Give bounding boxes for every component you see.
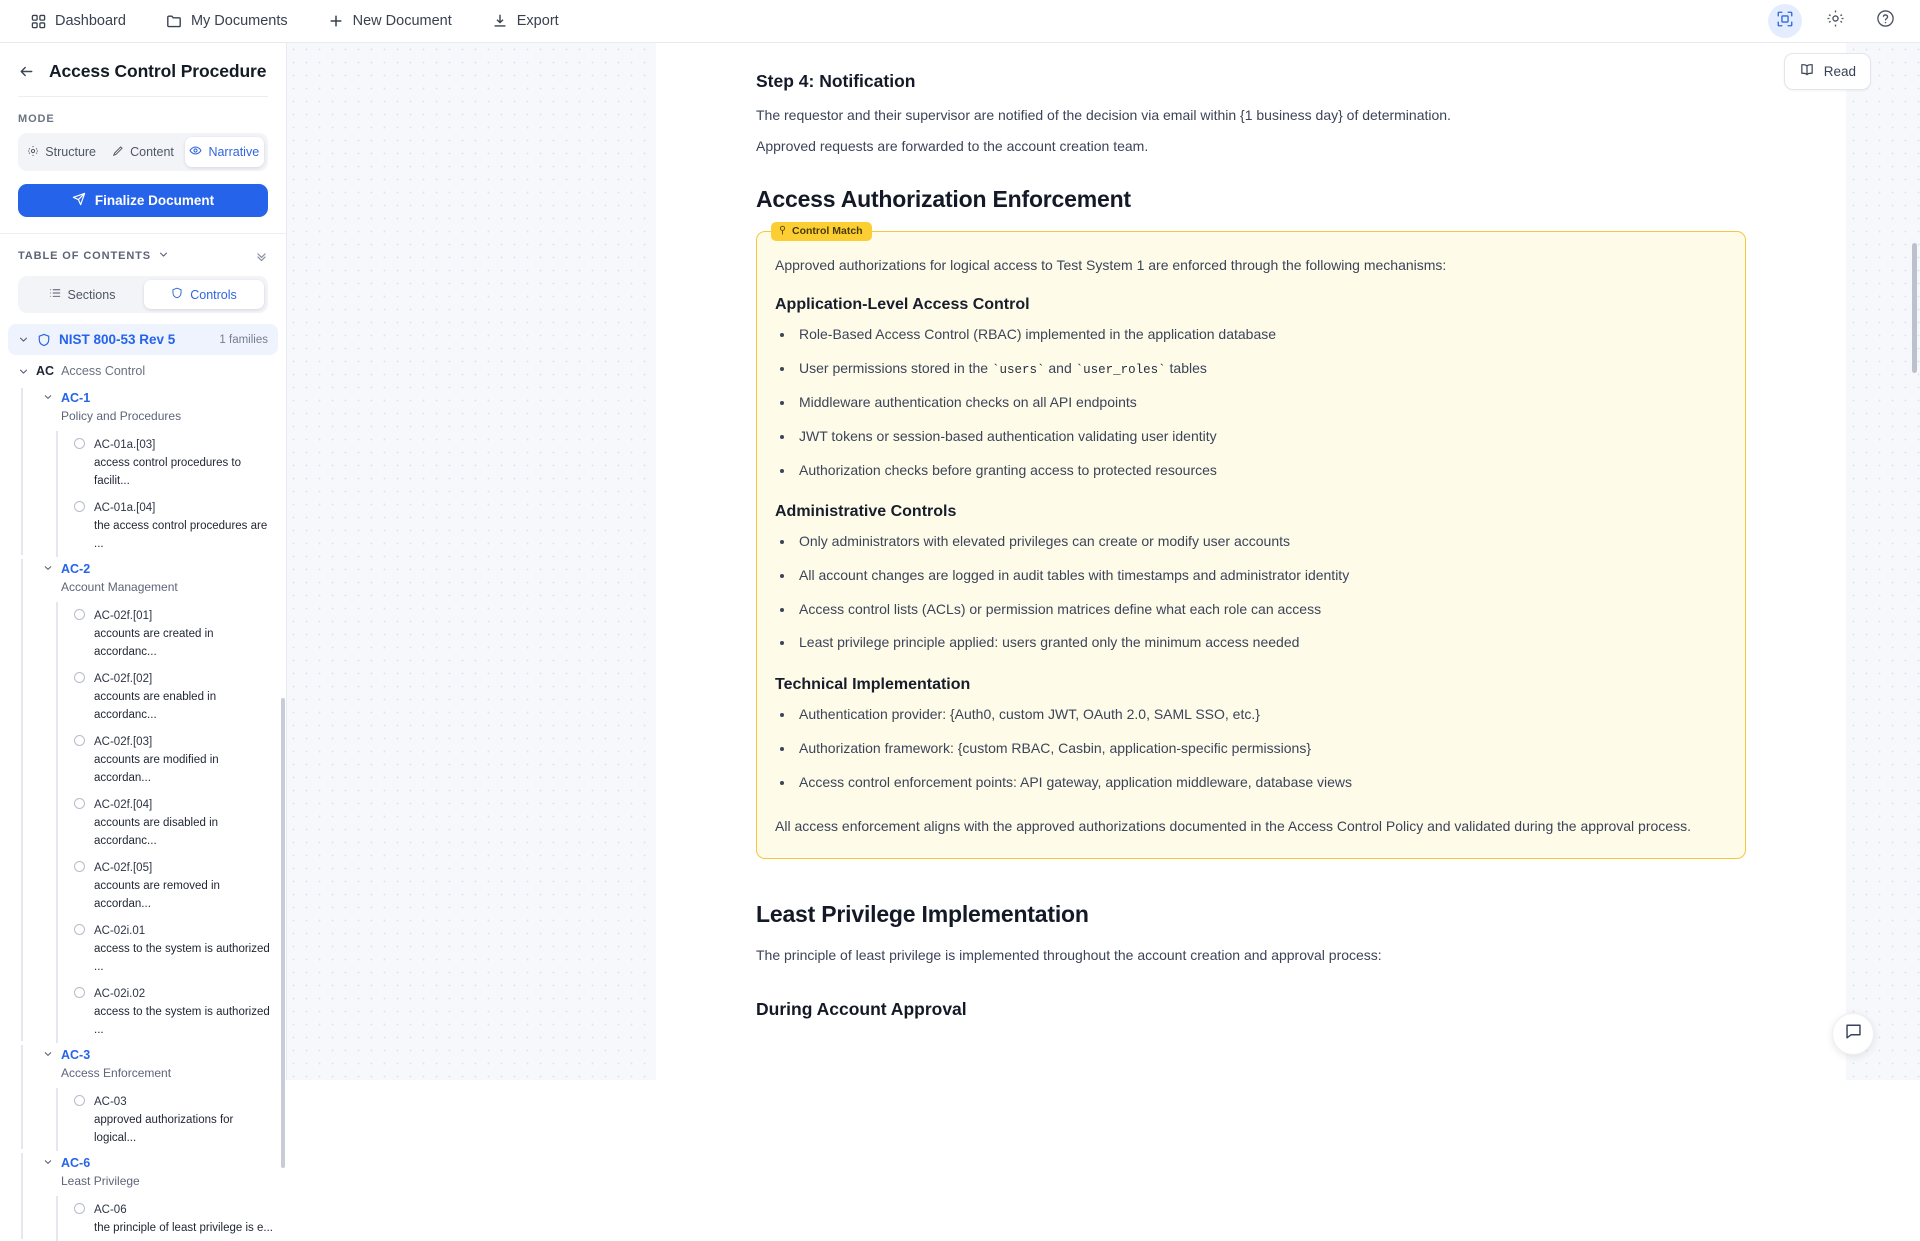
control-item-desc: the access control procedures are ...: [94, 520, 268, 550]
control-id: AC-2: [61, 562, 91, 576]
chevron-down-icon: [158, 247, 169, 265]
table-of-contents-panel: [0, 233, 286, 313]
family-name: Access Control: [61, 364, 146, 378]
read-mode-label: Read: [1823, 64, 1856, 79]
control-item-desc: accounts are removed in accordan...: [94, 880, 220, 910]
control-header-ac-1[interactable]: [43, 386, 278, 427]
control-item-id: AC-02i.02: [94, 988, 146, 1000]
arrow-left-icon[interactable]: [18, 63, 35, 80]
pencil-icon: [112, 145, 124, 160]
framework-name: NIST 800-53 Rev 5: [59, 332, 176, 347]
folder-icon: [166, 13, 182, 29]
nav-dashboard-label: Dashboard: [55, 13, 126, 29]
control-item-id: AC-06: [94, 1204, 127, 1216]
list-item[interactable]: [74, 791, 278, 854]
callout-intro: Approved authorizations for logical access to Test System 1 are enforced through the following mechanisms:: [775, 256, 1447, 273]
control-header-ac-2[interactable]: [43, 557, 278, 598]
shield-icon: [171, 287, 183, 302]
control-item-id: AC-01a.[04]: [94, 502, 156, 514]
control-item-id: AC-02f.[02]: [94, 673, 153, 685]
least-privilege-heading: Least Privilege Implementation: [756, 900, 1089, 927]
control-item-desc: accounts are created in accordanc...: [94, 628, 214, 658]
read-mode-button[interactable]: [1784, 53, 1871, 90]
callout-group-list-2: [795, 531, 1727, 654]
top-navigation-bar: [0, 0, 1920, 43]
chevron-down-icon: [43, 1046, 53, 1082]
canvas-scrollbar[interactable]: [1912, 243, 1917, 373]
list-item: • JWT tokens or session-based authentication validating user identity: [795, 426, 1727, 448]
list-item[interactable]: [74, 494, 278, 557]
control-group: [21, 386, 278, 557]
radio-circle-icon: [74, 987, 85, 998]
mode-narrative[interactable]: [185, 137, 264, 167]
settings-gear-icon: [1826, 9, 1845, 33]
access-authorization-enforcement-heading: Access Authorization Enforcement: [756, 185, 1131, 212]
list-item: • Access control lists (ACLs) or permission matrices define what each role can access: [795, 599, 1727, 621]
nav-new-document[interactable]: [325, 8, 455, 34]
document-canvas: [287, 43, 1920, 1080]
shield-icon: [37, 333, 51, 347]
toc-tab-sections-label: Sections: [67, 287, 116, 302]
control-group: [21, 1151, 278, 1241]
control-title: Policy and Procedures: [61, 409, 182, 423]
document-page: [656, 43, 1846, 1080]
list-item[interactable]: [74, 728, 278, 791]
list-item[interactable]: [74, 980, 278, 1043]
mode-structure[interactable]: [22, 137, 101, 167]
callout-group-list-1: [795, 324, 1727, 481]
control-item-id: AC-02i.01: [94, 925, 146, 937]
framework-family-count: 1 families: [219, 333, 268, 346]
toc-toggle[interactable]: [18, 247, 169, 265]
list-item[interactable]: [74, 665, 278, 728]
step-4-heading: Step 4: Notification: [756, 71, 916, 91]
callout-closing: All access enforcement aligns with the approved authorizations documented in the Access Control Policy and validated during the approval process.: [775, 818, 1691, 835]
framework-row-nist-800-53[interactable]: [8, 324, 278, 355]
finalize-document-label: Finalize Document: [94, 193, 215, 208]
send-icon: [72, 192, 86, 209]
control-title: Access Enforcement: [61, 1066, 172, 1080]
focus-mode-icon: [1776, 10, 1794, 33]
list-item[interactable]: [74, 602, 278, 665]
list-item: • Role-Based Access Control (RBAC) implemented in the application database: [795, 324, 1727, 346]
mode-narrative-label: Narrative: [208, 145, 260, 159]
focus-mode-button[interactable]: [1768, 4, 1802, 38]
control-item-desc: accounts are modified in accordan...: [94, 754, 219, 784]
sidebar-scrollbar[interactable]: [281, 698, 285, 1168]
list-item: • All account changes are logged in audit tables with timestamps and administrator identity: [795, 565, 1727, 587]
radio-circle-icon: [74, 438, 85, 449]
control-match-callout: [756, 225, 1746, 859]
nav-export-label: Export: [516, 13, 559, 29]
control-item-desc: accounts are disabled in accordanc...: [94, 817, 219, 847]
callout-group-heading-2: Administrative Controls: [775, 503, 957, 521]
list-item: • Access control enforcement points: API gateway, application middleware, database views: [795, 772, 1727, 794]
chevrons-up-icon[interactable]: [255, 250, 268, 263]
list-item: • Middleware authentication checks on all API endpoints: [795, 392, 1727, 414]
finalize-document-button[interactable]: [18, 184, 268, 217]
toc-tab-controls-label: Controls: [190, 287, 237, 302]
controls-tree: [0, 313, 286, 1241]
step-4-paragraph-1: The requestor and their supervisor are notified of the decision via email within {1 business day} of determination.: [756, 107, 1451, 123]
control-item-desc: access to the system is authorized ...: [94, 943, 270, 973]
nav-my-documents-label: My Documents: [190, 13, 288, 29]
toc-tab-controls[interactable]: [144, 280, 264, 309]
control-item-list: [56, 1088, 278, 1151]
chevron-down-icon: [18, 366, 29, 377]
least-privilege-paragraph: The principle of least privilege is implemented throughout the account creation and approval process:: [756, 946, 1382, 963]
status-badge-label: Control Match: [792, 225, 863, 238]
control-item-id: AC-02f.[03]: [94, 736, 153, 748]
radio-circle-icon: [74, 861, 85, 872]
mode-content-label: Content: [130, 145, 174, 159]
mode-structure-label: Structure: [45, 145, 97, 159]
chat-button[interactable]: [1832, 1013, 1874, 1055]
chevron-down-icon: [43, 1154, 53, 1190]
list-item[interactable]: [74, 917, 278, 980]
control-item-list: [56, 431, 278, 557]
control-item-list: [56, 602, 278, 1043]
callout-group-heading-1: Application-Level Access Control: [775, 296, 1030, 314]
control-item-desc: access to the system is authorized ...: [94, 1006, 270, 1036]
list-item[interactable]: [74, 854, 278, 917]
during-account-approval-heading: During Account Approval: [756, 998, 967, 1019]
grid-icon: [31, 14, 46, 29]
gear-icon: [27, 145, 39, 160]
control-item-id: AC-02f.[05]: [94, 862, 153, 874]
control-id: AC-6: [61, 1156, 91, 1170]
sidebar-header: [0, 43, 286, 233]
list-item: • Authorization checks before granting access to protected resources: [795, 460, 1727, 482]
code-users: `users`: [991, 362, 1045, 377]
list-item: • Authorization framework: {custom RBAC, Casbin, application-specific permissions}: [795, 738, 1727, 760]
chevron-down-icon: [43, 389, 53, 425]
control-item-desc: approved authorizations for logical...: [94, 1114, 234, 1144]
help-button[interactable]: [1868, 4, 1902, 38]
sidebar-title-row: [18, 57, 268, 96]
radio-circle-icon: [74, 609, 85, 620]
code-user-roles: `user_roles`: [1075, 362, 1166, 377]
control-group: [21, 557, 278, 1043]
toc-segmented-control: [18, 276, 268, 313]
radio-circle-icon: [74, 672, 85, 683]
pin-icon: [778, 225, 787, 238]
download-icon: [492, 13, 508, 29]
nav-new-document-label: New Document: [352, 13, 452, 29]
chevron-down-icon: [43, 560, 53, 596]
step-4-paragraph-2: Approved requests are forwarded to the account creation team.: [756, 137, 1149, 154]
list-item[interactable]: [74, 1196, 278, 1241]
control-id: AC-1: [61, 391, 91, 405]
control-id: AC-3: [61, 1048, 91, 1062]
eye-icon: [189, 144, 202, 160]
control-header-ac-6[interactable]: [43, 1151, 278, 1192]
list-item: • Only administrators with elevated privileges can create or modify user accounts: [795, 531, 1727, 553]
radio-circle-icon: [74, 501, 85, 512]
family-abbr: AC: [36, 364, 55, 378]
control-group: [21, 1043, 278, 1151]
help-circle-icon: [1876, 9, 1895, 33]
nav-export[interactable]: [489, 8, 562, 34]
radio-circle-icon: [74, 1095, 85, 1106]
settings-button[interactable]: [1818, 4, 1852, 38]
family-row-access-control[interactable]: [8, 355, 278, 386]
toc-header: [18, 247, 268, 265]
control-title: Account Management: [61, 580, 178, 594]
control-title: Least Privilege: [61, 1174, 140, 1188]
callout-group-heading-3: Technical Implementation: [775, 676, 971, 694]
top-bar-actions: [1768, 4, 1902, 38]
status-badge[interactable]: [771, 222, 872, 241]
chevron-down-icon: [18, 334, 29, 345]
control-item-id: AC-02f.[01]: [94, 610, 153, 622]
callout-group-list-3: [795, 704, 1727, 793]
list-item: • User permissions stored in the `users` and `user_roles` tables: [795, 358, 1727, 380]
radio-circle-icon: [74, 735, 85, 746]
left-sidebar: [0, 43, 287, 1234]
toc-label: TABLE OF CONTENTS: [18, 250, 152, 262]
control-item-id: AC-02f.[04]: [94, 799, 153, 811]
mode-content[interactable]: [103, 137, 182, 167]
mode-switch: [18, 133, 268, 171]
control-item-desc: the principle of least privilege is e...: [94, 1222, 273, 1234]
nav-my-documents[interactable]: [163, 8, 291, 34]
control-item-desc: accounts are enabled in accordanc...: [94, 691, 217, 721]
radio-circle-icon: [74, 1203, 85, 1214]
control-item-id: AC-01a.[03]: [94, 439, 156, 451]
control-item-id: AC-03: [94, 1096, 127, 1108]
list-item[interactable]: [74, 1088, 278, 1151]
nav-dashboard[interactable]: [28, 8, 129, 34]
plus-icon: [328, 13, 344, 29]
app-shell: [0, 43, 1920, 1234]
mode-label: MODE: [18, 113, 55, 125]
toc-tab-sections[interactable]: [22, 280, 142, 309]
list-item[interactable]: [74, 431, 278, 494]
control-item-list: [56, 1196, 278, 1241]
document-title: Access Control Procedure: [49, 61, 267, 81]
control-item-desc: access control procedures to facilit...: [94, 457, 242, 487]
control-header-ac-3[interactable]: [43, 1043, 278, 1084]
radio-circle-icon: [74, 924, 85, 935]
list-icon: [49, 287, 61, 302]
book-icon: [1799, 62, 1815, 81]
chat-bubble-icon: [1844, 1022, 1863, 1046]
top-nav-items: [28, 8, 562, 34]
list-item: • Authentication provider: {Auth0, custom JWT, OAuth 2.0, SAML SSO, etc.}: [795, 704, 1727, 726]
radio-circle-icon: [74, 798, 85, 809]
list-item: • Least privilege principle applied: users granted only the minimum access needed: [795, 632, 1727, 654]
